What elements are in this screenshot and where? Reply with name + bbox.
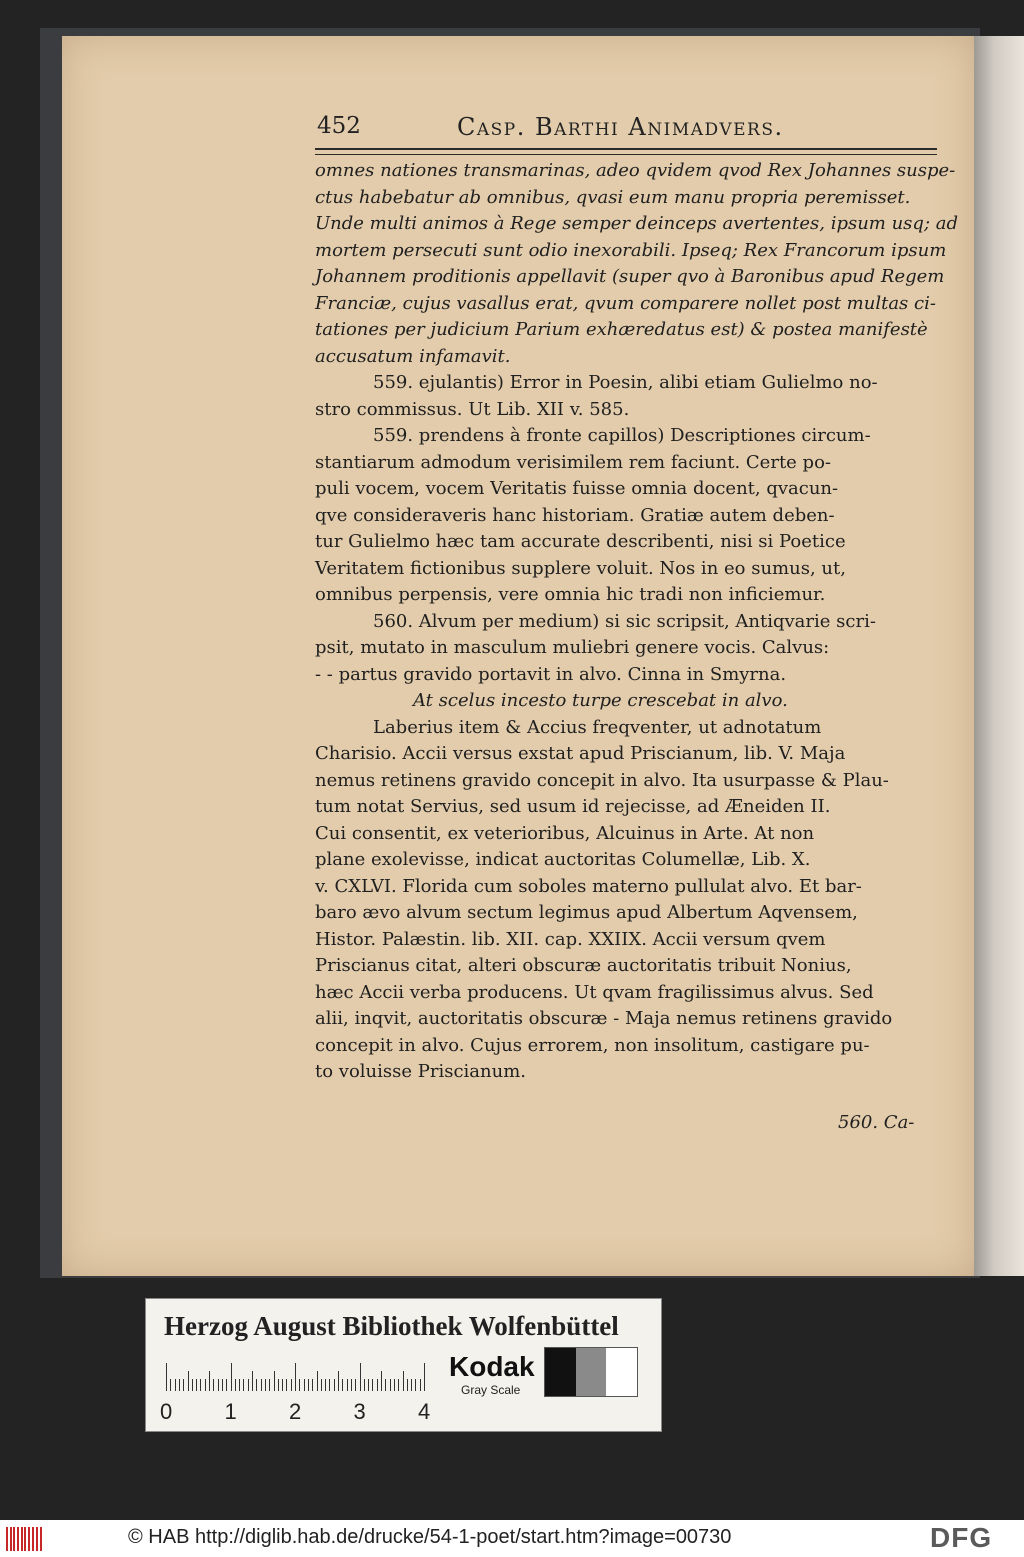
barcode-bar — [40, 1527, 42, 1551]
ruler-tick — [166, 1363, 167, 1391]
text-line: tur Gulielmo hæc tam accurate describenti, nisi si Poetice — [315, 531, 846, 552]
text-line: 559. ejulantis) Error in Poesin, alibi etiam Gulielmo no- — [373, 372, 878, 393]
ruler-tick — [205, 1379, 206, 1391]
library-label-card — [145, 1298, 662, 1432]
footer-bar — [0, 1520, 1024, 1557]
ruler-tick — [299, 1379, 300, 1391]
ruler-tick — [179, 1379, 180, 1391]
text-line: nemus retinens gravido concepit in alvo. Ita usurpasse & Plau- — [315, 769, 889, 791]
text-line: accusatum infamavit. — [315, 345, 511, 367]
catchword: 560. Ca- — [838, 1112, 915, 1133]
ruler-tick — [213, 1379, 214, 1391]
copyright-link[interactable]: © HAB http://diglib.hab.de/drucke/54-1-poet/start.htm?image=00730 — [128, 1526, 732, 1548]
text-line: qve consideraveris hanc historiam. Gratiæ autem deben- — [315, 504, 835, 526]
ruler-number: 2 — [289, 1399, 302, 1424]
dfg-logo: DFG — [930, 1522, 993, 1553]
ruler-tick — [239, 1379, 240, 1391]
text-line: stro commissus. Ut Lib. XII v. 585. — [315, 398, 630, 420]
barcode-bar — [10, 1527, 12, 1551]
kodak-subtitle: Gray Scale — [461, 1383, 521, 1397]
ruler-tick — [415, 1379, 416, 1391]
text-line: Laberius item & Accius freqventer, ut adnotatum — [373, 716, 822, 738]
ruler-tick — [342, 1379, 343, 1391]
text-line: Histor. Palæstin. lib. XII. cap. XXIIX. Accii versum qvem — [315, 928, 826, 950]
ruler-tick — [295, 1363, 296, 1391]
head-rule — [315, 148, 937, 150]
ruler-tick — [256, 1379, 257, 1391]
ruler-tick — [377, 1379, 378, 1391]
ruler-tick — [218, 1379, 219, 1391]
text-line: omnes nationes transmarinas, adeo qvidem qvod Rex Johannes suspe- — [315, 160, 956, 181]
ruler-tick — [286, 1379, 287, 1391]
text-line: Veritatem fictionibus supplere voluit. Nos in eo sumus, ut, — [315, 557, 846, 579]
barcode-bar — [17, 1527, 19, 1551]
gray-swatch — [576, 1348, 607, 1396]
ruler-tick — [265, 1379, 266, 1391]
barcode-bar — [24, 1527, 26, 1551]
ruler-tick — [252, 1371, 253, 1391]
barcode-bar — [28, 1527, 30, 1551]
running-head — [317, 113, 937, 143]
ruler-tick — [403, 1371, 404, 1391]
text-line: tum notat Servius, sed usum id rejecisse, ad Æneiden II. — [315, 796, 831, 817]
ruler-tick — [351, 1379, 352, 1391]
ruler-tick — [355, 1379, 356, 1391]
page-number: 452 — [317, 113, 361, 139]
ruler-tick — [381, 1371, 382, 1391]
ruler-tick — [325, 1379, 326, 1391]
body-text — [315, 158, 958, 1086]
text-line: Charisio. Accii versus exstat apud Priscianum, lib. V. Maja — [315, 743, 846, 764]
head-rule-thin — [315, 154, 937, 155]
text-line: 559. prendens à fronte capillos) Descriptiones circum- — [373, 425, 871, 446]
ruler-tick — [394, 1379, 395, 1391]
text-line: ctus habebatur ab omnibus, qvasi eum manu propria peremisset. — [315, 186, 911, 208]
ruler-tick — [261, 1379, 262, 1391]
text-line: hæc Accii verba producens. Ut qvam fragilissimus alvus. Sed — [315, 981, 874, 1003]
text-line: concepit in alvo. Cujus errorem, non insolitum, castigare pu- — [315, 1034, 870, 1056]
gray-swatch — [545, 1348, 576, 1396]
text-line: omnibus perpensis, vere omnia hic tradi non inficiemur. — [315, 584, 826, 605]
ruler-tick — [390, 1379, 391, 1391]
text-line: 560. Alvum per medium) si sic scripsit, Antiqvarie scri- — [373, 610, 876, 632]
text-line: At scelus incesto turpe crescebat in alvo. — [413, 690, 788, 711]
text-line: v. CXLVI. Florida cum soboles materno pullulat alvo. Et bar- — [315, 875, 862, 897]
ruler-tick — [269, 1379, 270, 1391]
gray-swatch — [606, 1348, 637, 1396]
text-line: mortem persecuti sunt odio inexorabili. Ipseq; Rex Francorum ipsum — [315, 239, 947, 261]
page-edge-strip — [974, 36, 1024, 1276]
ruler-number: 4 — [418, 1399, 431, 1424]
ruler-tick — [188, 1371, 189, 1391]
ruler-tick — [420, 1379, 421, 1391]
ruler-tick — [411, 1379, 412, 1391]
ruler-tick — [231, 1363, 232, 1391]
ruler-tick — [209, 1371, 210, 1391]
institution-name: Herzog August Bibliothek Wolfenbüttel — [164, 1311, 619, 1341]
text-line: stantiarum admodum verisimilem rem faciunt. Certe po- — [315, 451, 831, 473]
text-line: psit, mutato in masculum muliebri genere vocis. Calvus: — [315, 637, 830, 658]
ruler-tick — [175, 1379, 176, 1391]
text-line: Cui consentit, ex veterioribus, Alcuinus in Arte. At non — [315, 822, 815, 844]
gray-scale-swatches — [544, 1347, 638, 1397]
ruler-tick — [321, 1379, 322, 1391]
ruler-tick — [317, 1371, 318, 1391]
ruler-tick — [291, 1379, 292, 1391]
ruler-tick — [364, 1379, 365, 1391]
kodak-logo: Kodak — [449, 1351, 535, 1382]
ruler-tick — [372, 1379, 373, 1391]
ruler-number: 3 — [353, 1399, 366, 1424]
text-line: Franciæ, cujus vasallus erat, qvum comparere nollet post multas ci- — [315, 292, 936, 314]
ruler-tick — [329, 1379, 330, 1391]
ruler-tick — [338, 1371, 339, 1391]
text-line: Unde multi animos à Rege semper deinceps avertentes, ipsum usq; ad — [315, 213, 958, 234]
ruler-tick — [407, 1379, 408, 1391]
text-line: - - partus gravido portavit in alvo. Cinna in Smyrna. — [315, 663, 787, 685]
ruler-tick — [334, 1379, 335, 1391]
ruler-tick — [368, 1379, 369, 1391]
ruler-tick — [347, 1379, 348, 1391]
ruler-tick — [200, 1379, 201, 1391]
ruler-tick — [308, 1379, 309, 1391]
ruler-number: 1 — [224, 1399, 237, 1424]
ruler-tick — [385, 1379, 386, 1391]
ruler-tick — [278, 1379, 279, 1391]
barcode-bar — [21, 1527, 23, 1551]
ruler-number: 0 — [160, 1399, 173, 1424]
ruler-tick — [222, 1379, 223, 1391]
ruler-tick — [226, 1379, 227, 1391]
text-line: tationes per judicium Parium exhæredatus est) & postea manifestè — [315, 319, 928, 340]
ruler-tick — [312, 1379, 313, 1391]
ruler-tick — [243, 1379, 244, 1391]
text-line: alii, inqvit, auctoritatis obscuræ - Maja nemus retinens gravido — [315, 1008, 893, 1029]
ruler-tick — [192, 1379, 193, 1391]
measurement-ruler — [166, 1361, 436, 1391]
barcode-bar — [13, 1527, 15, 1551]
ruler-tick — [248, 1379, 249, 1391]
barcode-bar — [36, 1527, 38, 1551]
ruler-tick — [424, 1363, 425, 1391]
ruler-tick — [360, 1363, 361, 1391]
text-line: puli vocem, vocem Veritatis fuisse omnia docent, qvacun- — [315, 478, 839, 499]
ruler-tick — [398, 1379, 399, 1391]
ruler-tick — [183, 1379, 184, 1391]
ruler-tick — [170, 1379, 171, 1391]
text-line: Priscianus citat, alteri obscuræ auctoritatis tribuit Nonius, — [315, 955, 852, 976]
barcode-bar — [6, 1527, 8, 1551]
ruler-numbers — [160, 1399, 440, 1427]
ruler-tick — [274, 1371, 275, 1391]
ruler-tick — [304, 1379, 305, 1391]
ruler-tick — [196, 1379, 197, 1391]
barcode-icon — [6, 1527, 46, 1551]
running-head-title: Casp. Barthi Animadvers. — [457, 113, 784, 141]
ruler-tick — [235, 1379, 236, 1391]
text-line: baro ævo alvum sectum legimus apud Albertum Aqvensem, — [315, 902, 858, 923]
text-line: plane exolevisse, indicat auctoritas Columellæ, Lib. X. — [315, 849, 811, 870]
text-line: Johannem proditionis appellavit (super qvo à Baronibus apud Regem — [315, 266, 945, 287]
barcode-bar — [32, 1527, 34, 1551]
text-line: to voluisse Priscianum. — [315, 1061, 527, 1082]
ruler-tick — [282, 1379, 283, 1391]
